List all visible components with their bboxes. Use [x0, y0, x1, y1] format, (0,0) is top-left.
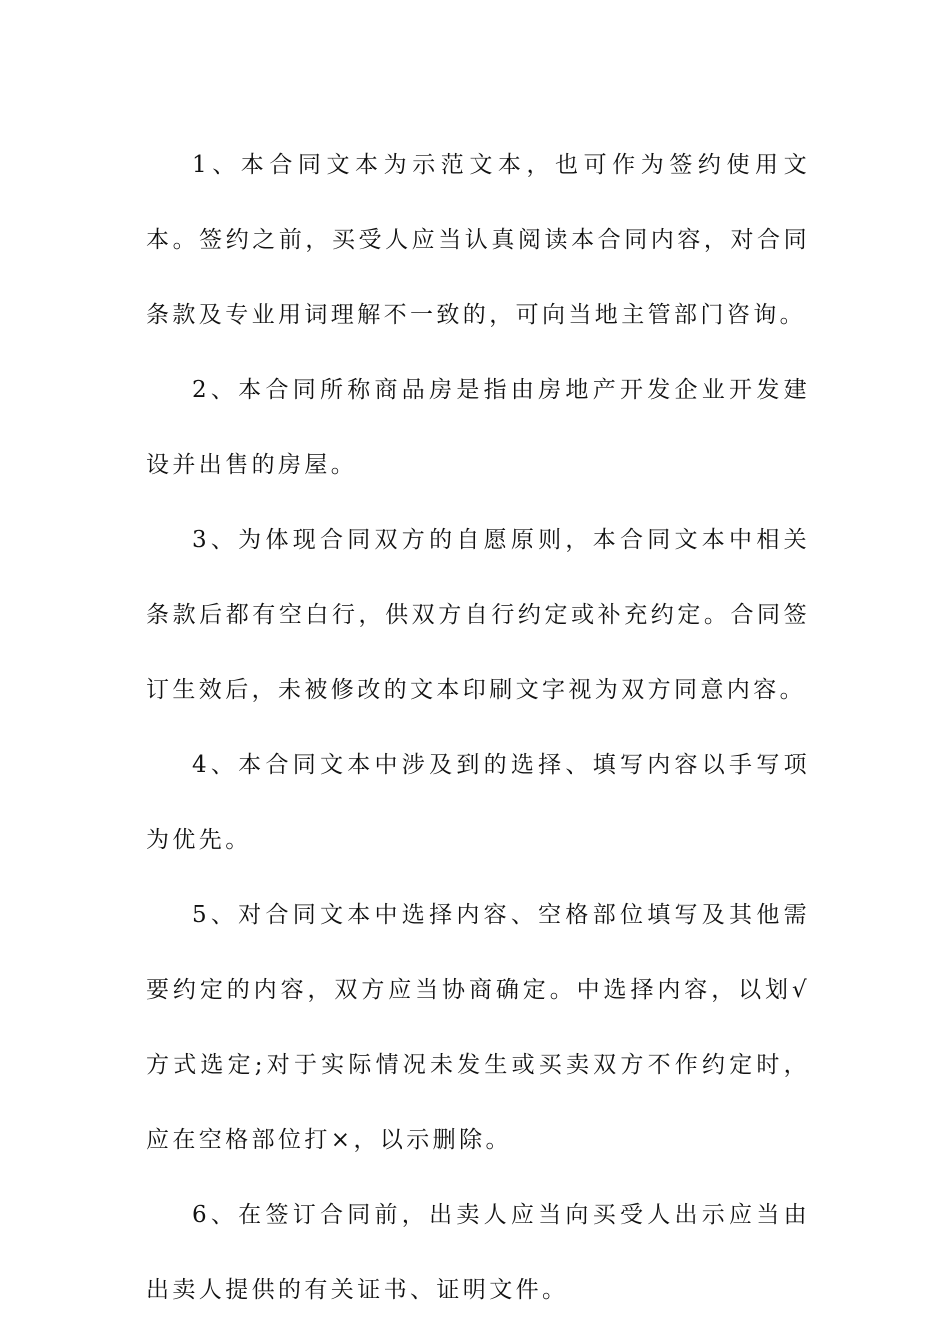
document-body: [146, 128, 810, 1328]
paragraph-2: 2、本合同所称商品房是指由房地产开发企业开发建设并出售的房屋。: [146, 377, 810, 478]
paragraph-3: 3、为体现合同双方的自愿原则，本合同文本中相关条款后都有空白行，供双方自行约定或补充约定。合同签订生效后，未被修改的文本印刷文字视为双方同意内容。: [146, 527, 810, 703]
paragraph-1: 1、本合同文本为示范文本，也可作为签约使用文本。签约之前，买受人应当认真阅读本合同内容，对合同条款及专业用词理解不一致的，可向当地主管部门咨询。: [146, 152, 810, 328]
paragraph-5: 5、对合同文本中选择内容、空格部位填写及其他需要约定的内容，双方应当协商确定。中选择内容，以划√方式选定;对于实际情况未发生或买卖双方不作约定时，应在空格部位打×，以示删除。: [146, 902, 810, 1153]
paragraph-4: 4、本合同文本中涉及到的选择、填写内容以手写项为优先。: [146, 752, 810, 853]
paragraph-6: 6、在签订合同前，出卖人应当向买受人出示应当由出卖人提供的有关证书、证明文件。: [146, 1202, 810, 1303]
